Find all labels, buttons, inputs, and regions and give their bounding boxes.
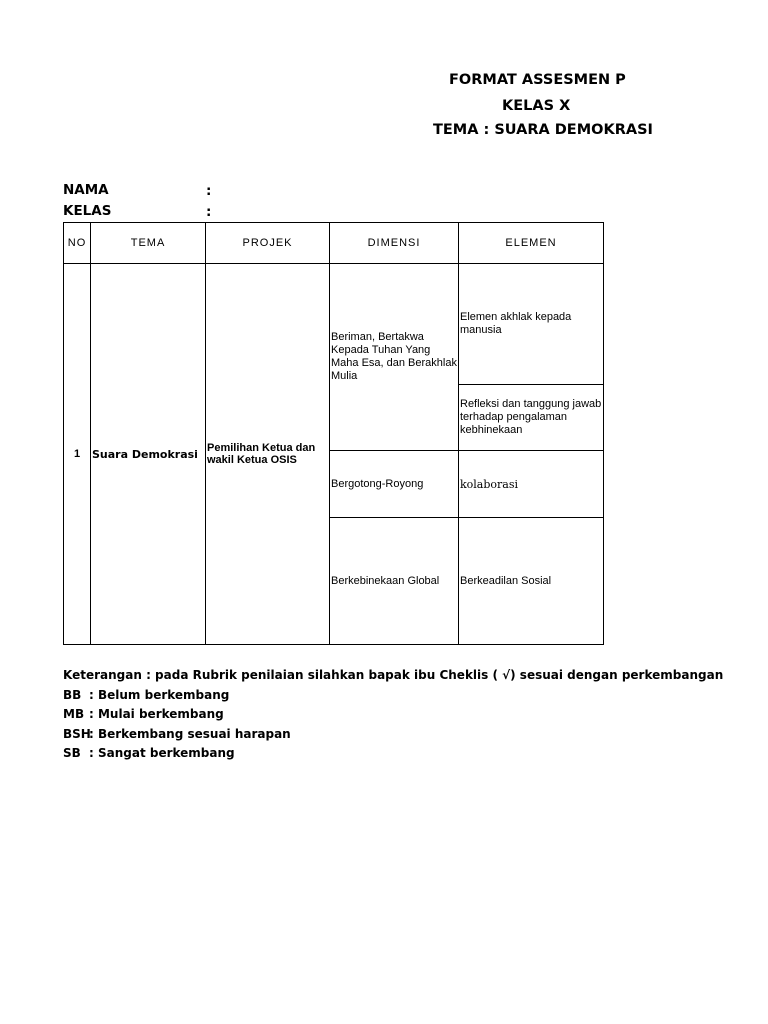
legend-text: : Mulai berkembang xyxy=(89,707,224,721)
legend-item xyxy=(63,705,723,725)
cell-projek: Pemilihan Ketua dan wakil Ketua OSIS xyxy=(206,264,330,645)
header-projek: PROJEK xyxy=(206,223,330,264)
document-theme: TEMA : SUARA DEMOKRASI xyxy=(433,122,653,138)
cell-elemen-3: kolaborasi xyxy=(459,451,604,518)
legend-code: SB xyxy=(63,746,81,760)
table-header-row xyxy=(64,223,604,264)
cell-elemen-1: Elemen akhlak kepada manusia xyxy=(459,264,604,385)
cell-dimensi-1: Beriman, Bertakwa Kepada Tuhan Yang Maha Esa, dan Berakhlak Mulia xyxy=(330,264,459,451)
legend-item xyxy=(63,725,723,745)
assessment-table xyxy=(63,222,604,645)
cell-no: 1 xyxy=(64,264,91,645)
legend-code: BSH xyxy=(63,726,91,741)
notes-intro: Keterangan : pada Rubrik penilaian silahkan bapak ibu Cheklis ( √) sesuai dengan perkembangan xyxy=(63,668,724,682)
legend-text: : Sangat berkembang xyxy=(89,746,235,760)
legend-text: : Berkembang sesuai harapan xyxy=(89,726,291,741)
nama-colon: : xyxy=(206,183,212,199)
header-tema: TEMA xyxy=(91,223,206,264)
cell-dimensi-2: Bergotong-Royong xyxy=(330,451,459,518)
cell-tema: Suara Demokrasi xyxy=(91,264,206,645)
cell-elemen-4: Berkeadilan Sosial xyxy=(459,518,604,645)
document-class: KELAS X xyxy=(502,98,571,114)
legend-item xyxy=(63,744,723,764)
header-no: NO xyxy=(64,223,91,264)
cell-dimensi-3: Berkebinekaan Global xyxy=(330,518,459,645)
legend-text: : Belum berkembang xyxy=(89,687,230,702)
kelas-label: KELAS xyxy=(63,203,112,219)
header-dimensi: DIMENSI xyxy=(330,223,459,264)
legend-code: BB xyxy=(63,687,82,702)
document-title: FORMAT ASSESMEN P xyxy=(449,72,626,88)
nama-label: NAMA xyxy=(63,182,109,198)
notes-section xyxy=(63,666,723,764)
legend-code: MB xyxy=(63,707,85,721)
kelas-colon: : xyxy=(206,204,212,220)
cell-elemen-2: Refleksi dan tanggung jawab terhadap pengalaman kebhinekaan xyxy=(459,385,604,451)
header-elemen: ELEMEN xyxy=(459,223,604,264)
legend-item xyxy=(63,686,723,706)
table-row xyxy=(64,264,604,385)
